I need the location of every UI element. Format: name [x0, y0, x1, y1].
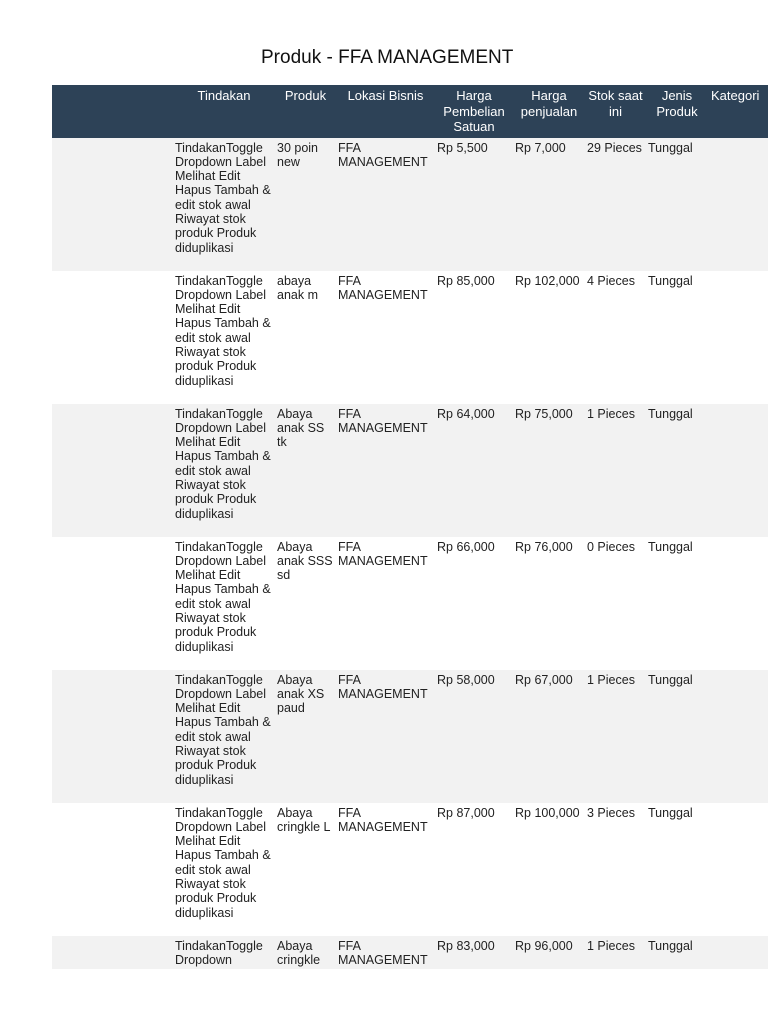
- cell-harga-beli: Rp 58,000: [435, 670, 513, 803]
- table-row: [52, 138, 768, 271]
- header-lokasi-bisnis: Lokasi Bisnis: [336, 85, 435, 138]
- cell-lokasi: FFA MANAGEMENT: [336, 138, 435, 271]
- cell-blank: [52, 404, 173, 537]
- table-row: [52, 271, 768, 404]
- cell-harga-beli: Rp 5,500: [435, 138, 513, 271]
- table-body: [52, 138, 768, 970]
- cell-blank: [52, 803, 173, 936]
- cell-produk: abaya anak m: [275, 271, 336, 404]
- cell-kategori: [708, 670, 768, 803]
- cell-stok: 1 Pieces: [585, 670, 646, 803]
- cell-kategori: [708, 404, 768, 537]
- page-title: Produk - FFA MANAGEMENT: [261, 47, 514, 68]
- cell-harga-jual: Rp 67,000: [513, 670, 585, 803]
- header-tindakan: Tindakan: [173, 85, 275, 138]
- header-kategori: Kategori: [708, 85, 768, 138]
- cell-stok: 0 Pieces: [585, 537, 646, 670]
- cell-harga-jual: Rp 76,000: [513, 537, 585, 670]
- cell-harga-jual: Rp 75,000: [513, 404, 585, 537]
- header-blank: [52, 85, 173, 138]
- cell-stok: 3 Pieces: [585, 803, 646, 936]
- cell-stok: 29 Pieces: [585, 138, 646, 271]
- cell-tindakan[interactable]: TindakanToggle Dropdown Label Melihat Edit Hapus Tambah & edit stok awal Riwayat stok produk Produk diduplikasi: [173, 670, 275, 803]
- cell-jenis: Tunggal: [646, 404, 708, 537]
- header-row: [52, 85, 768, 138]
- cell-stok: 4 Pieces: [585, 271, 646, 404]
- cell-jenis: Tunggal: [646, 138, 708, 271]
- cell-kategori: [708, 936, 768, 970]
- cell-produk: Abaya cringkle L: [275, 803, 336, 936]
- cell-tindakan[interactable]: TindakanToggle Dropdown Label Melihat Edit Hapus Tambah & edit stok awal Riwayat stok produk Produk diduplikasi: [173, 404, 275, 537]
- cell-blank: [52, 537, 173, 670]
- cell-harga-jual: Rp 96,000: [513, 936, 585, 970]
- cell-harga-jual: Rp 7,000: [513, 138, 585, 271]
- cell-harga-beli: Rp 87,000: [435, 803, 513, 936]
- cell-produk: Abaya anak SS tk: [275, 404, 336, 537]
- cell-harga-jual: Rp 102,000: [513, 271, 585, 404]
- cell-harga-beli: Rp 83,000: [435, 936, 513, 970]
- table-row: [52, 537, 768, 670]
- cell-kategori: [708, 537, 768, 670]
- cell-lokasi: FFA MANAGEMENT: [336, 670, 435, 803]
- cell-kategori: [708, 803, 768, 936]
- cell-stok: 1 Pieces: [585, 936, 646, 970]
- cell-jenis: Tunggal: [646, 271, 708, 404]
- cell-harga-beli: Rp 66,000: [435, 537, 513, 670]
- cell-lokasi: FFA MANAGEMENT: [336, 936, 435, 970]
- header-produk: Produk: [275, 85, 336, 138]
- cell-harga-jual: Rp 100,000: [513, 803, 585, 936]
- table-row: [52, 404, 768, 537]
- header-harga-pembelian: Harga Pembelian Satuan: [435, 85, 513, 138]
- cell-kategori: [708, 138, 768, 271]
- product-table: [52, 85, 768, 969]
- cell-harga-beli: Rp 85,000: [435, 271, 513, 404]
- cell-tindakan[interactable]: TindakanToggle Dropdown Label Melihat Edit Hapus Tambah & edit stok awal Riwayat stok produk Produk diduplikasi: [173, 271, 275, 404]
- cell-blank: [52, 138, 173, 271]
- cell-lokasi: FFA MANAGEMENT: [336, 537, 435, 670]
- cell-produk: 30 poin new: [275, 138, 336, 271]
- cell-blank: [52, 271, 173, 404]
- cell-produk: Abaya anak XS paud: [275, 670, 336, 803]
- cell-jenis: Tunggal: [646, 803, 708, 936]
- cell-lokasi: FFA MANAGEMENT: [336, 803, 435, 936]
- cell-kategori: [708, 271, 768, 404]
- cell-stok: 1 Pieces: [585, 404, 646, 537]
- cell-blank: [52, 670, 173, 803]
- cell-produk: Abaya anak SSS sd: [275, 537, 336, 670]
- cell-lokasi: FFA MANAGEMENT: [336, 404, 435, 537]
- cell-tindakan[interactable]: TindakanToggle Dropdown: [173, 936, 275, 970]
- cell-jenis: Tunggal: [646, 936, 708, 970]
- cell-produk: Abaya cringkle: [275, 936, 336, 970]
- cell-harga-beli: Rp 64,000: [435, 404, 513, 537]
- header-harga-penjualan: Harga penjualan: [513, 85, 585, 138]
- cell-lokasi: FFA MANAGEMENT: [336, 271, 435, 404]
- cell-tindakan[interactable]: TindakanToggle Dropdown Label Melihat Edit Hapus Tambah & edit stok awal Riwayat stok produk Produk diduplikasi: [173, 537, 275, 670]
- table-row: [52, 670, 768, 803]
- table-header: [52, 85, 768, 138]
- table-row: [52, 936, 768, 970]
- cell-tindakan[interactable]: TindakanToggle Dropdown Label Melihat Edit Hapus Tambah & edit stok awal Riwayat stok produk Produk diduplikasi: [173, 803, 275, 936]
- cell-blank: [52, 936, 173, 970]
- cell-jenis: Tunggal: [646, 670, 708, 803]
- header-stok: Stok saat ini: [585, 85, 646, 138]
- product-table-wrapper: [52, 85, 768, 969]
- cell-jenis: Tunggal: [646, 537, 708, 670]
- cell-tindakan[interactable]: TindakanToggle Dropdown Label Melihat Edit Hapus Tambah & edit stok awal Riwayat stok produk Produk diduplikasi: [173, 138, 275, 271]
- table-row: [52, 803, 768, 936]
- header-jenis-produk: Jenis Produk: [646, 85, 708, 138]
